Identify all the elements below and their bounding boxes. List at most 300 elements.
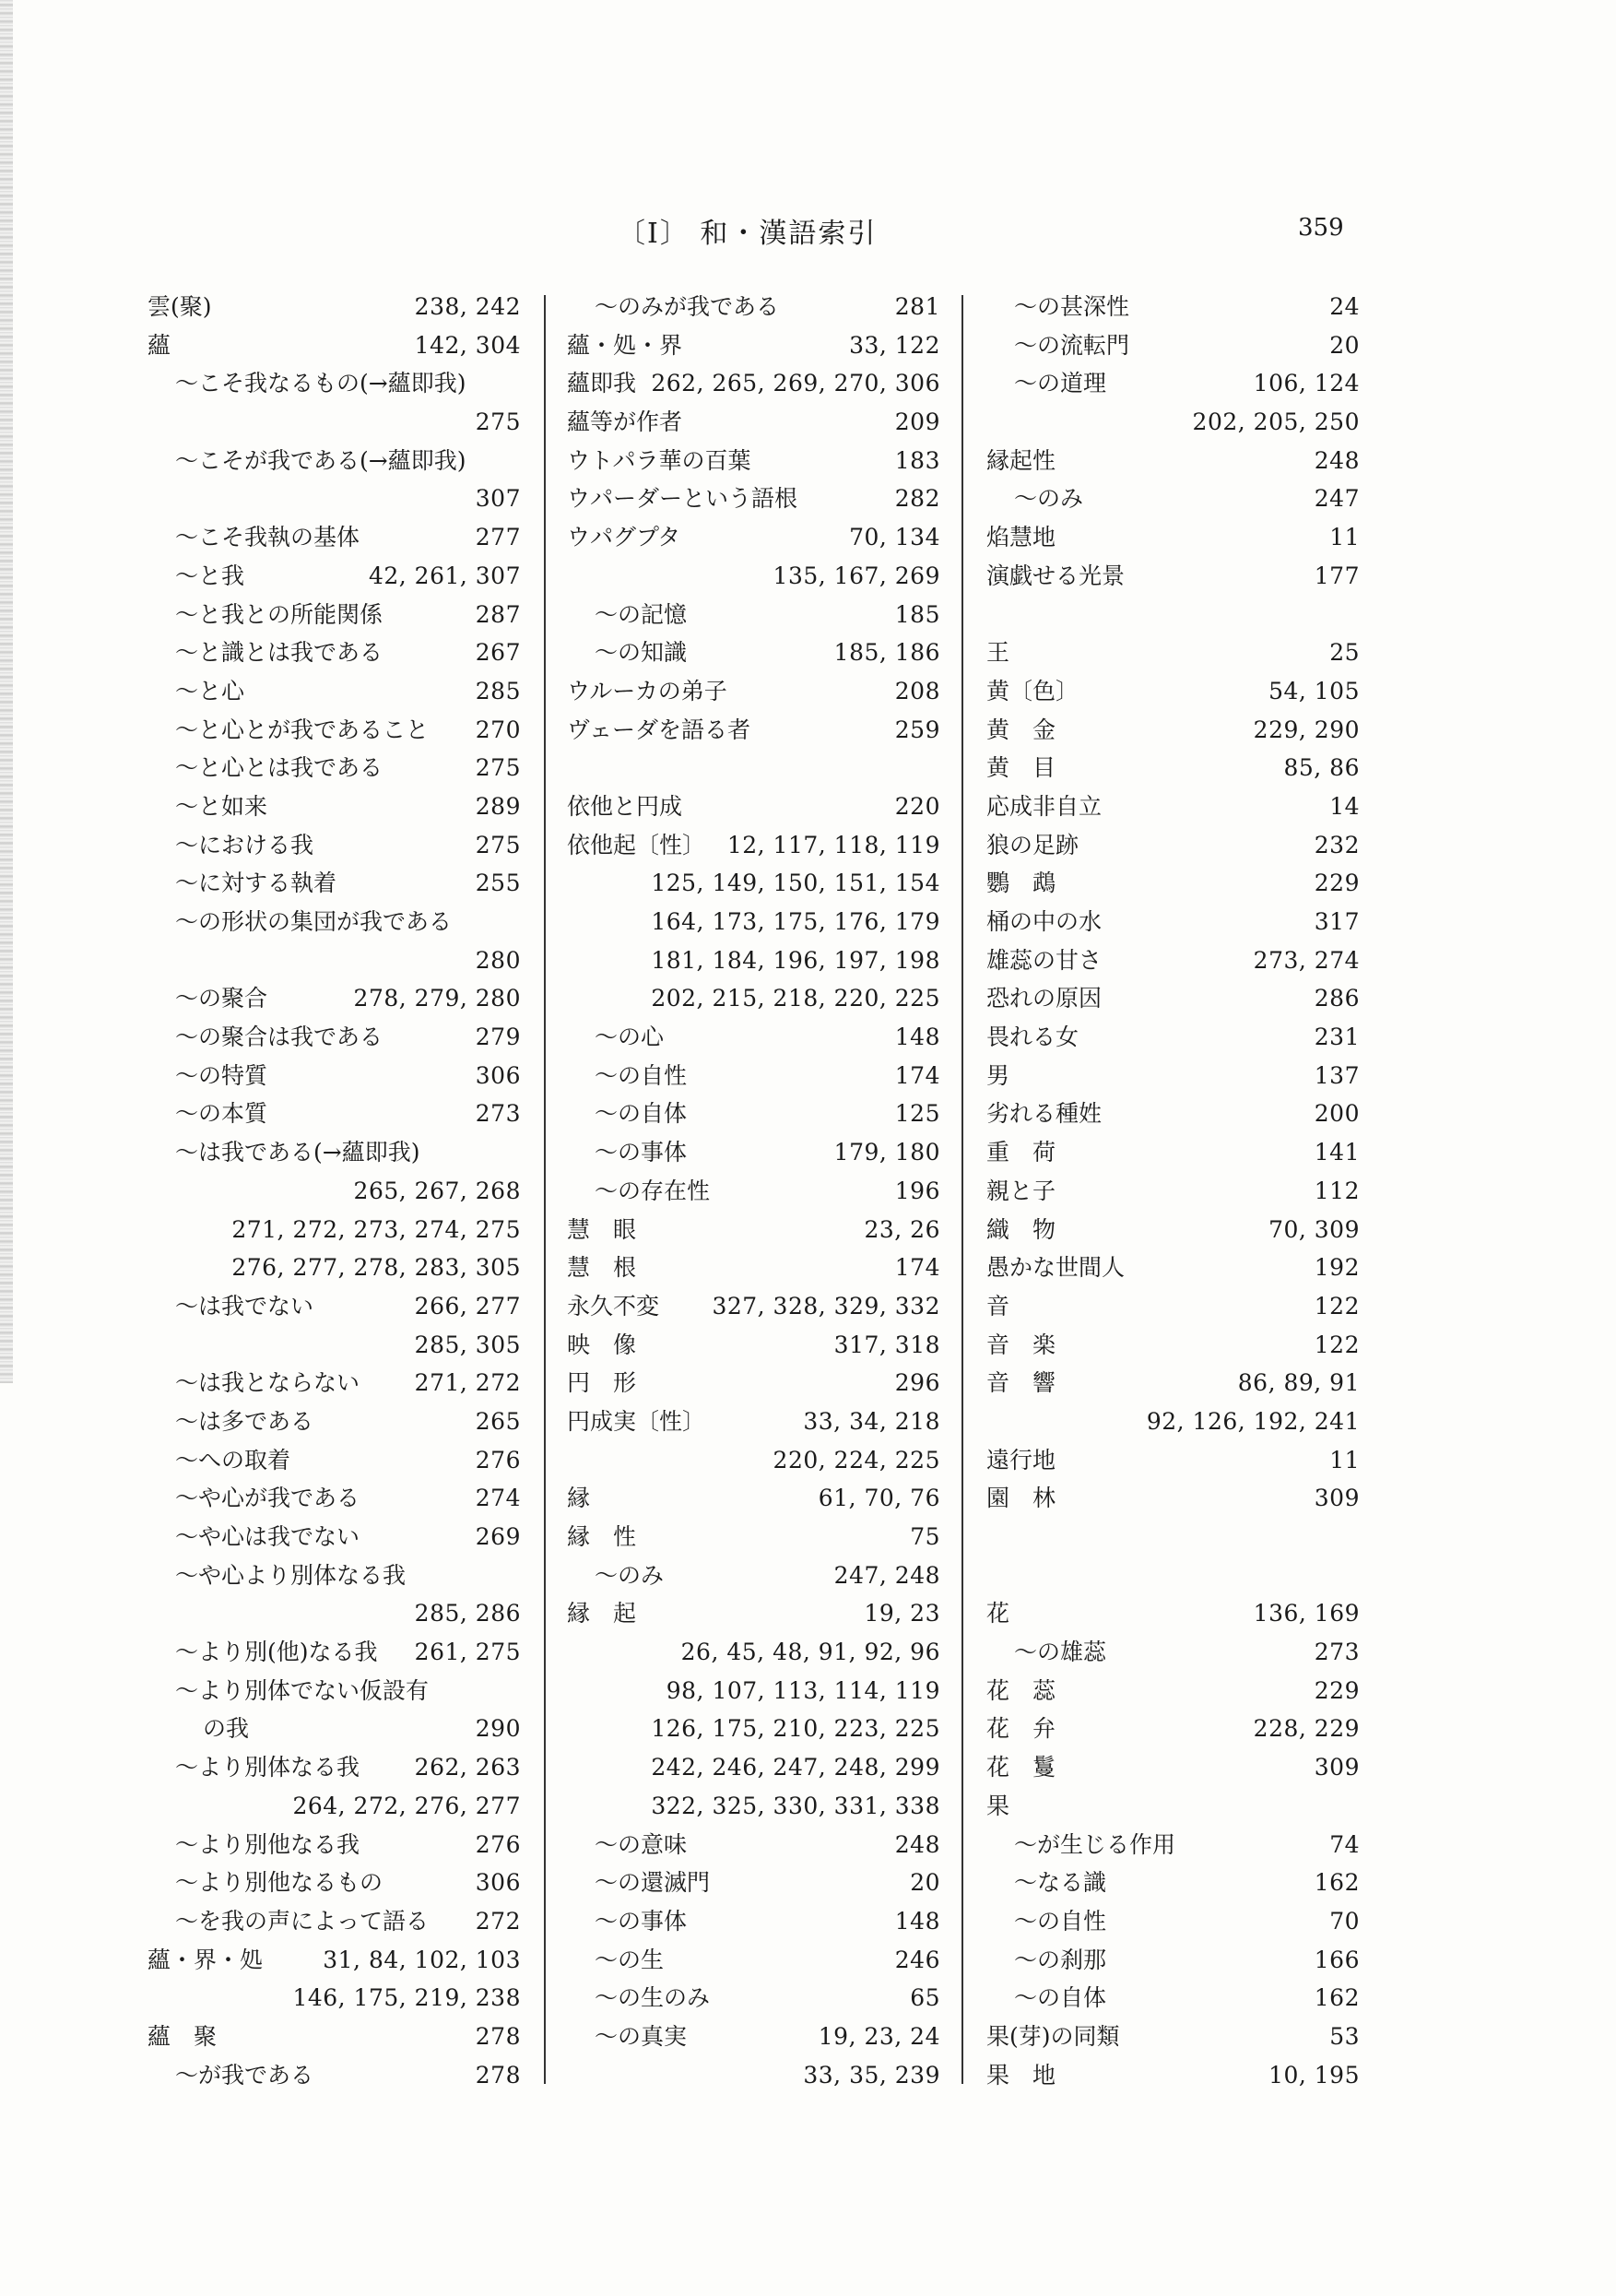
index-term: 映 像 [567,1331,637,1358]
index-pages: 33, 35, 239 [803,2061,940,2089]
index-term: 花 鬘 [986,1754,1056,1781]
index-term: 〜のみが我である [595,293,780,320]
index-term: 〜と心 [175,677,245,704]
index-pages: 306 [475,1061,521,1089]
index-entry [567,903,940,941]
index-pages: 248 [1314,446,1360,474]
index-term: 〜や心より別体なる我 [175,1561,407,1589]
index-entry [986,1133,1360,1172]
index-term: 〜の心 [595,1024,665,1051]
index-term: 遠行地 [986,1446,1056,1473]
index-entry [147,1902,521,1941]
index-entry [147,403,521,442]
index-pages: 327, 328, 329, 332 [712,1292,940,1320]
index-term: 〜と心とが我であること [175,716,430,743]
index-term: 〜の聚合は我である [175,1024,383,1051]
index-term: 〜における我 [175,831,314,858]
index-pages: 148 [894,1907,940,1935]
index-term: 果 [986,1792,1010,1819]
index-pages: 261, 275 [414,1639,521,1666]
index-pages: 285, 286 [414,1600,521,1627]
index-pages: 209 [894,408,940,436]
index-term: 王 [986,639,1010,667]
index-pages: 42, 261, 307 [368,562,521,589]
index-entry [567,1633,940,1672]
index-term: 愚かな世間人 [986,1254,1126,1282]
index-entry [986,1941,1360,1980]
index-pages: 262, 265, 269, 270, 306 [651,370,940,397]
column-divider [961,295,963,2084]
index-pages: 287 [475,600,521,628]
index-pages: 232 [1314,831,1360,858]
index-entry [147,864,521,903]
index-entry [986,1633,1360,1672]
index-term: 男 [986,1061,1010,1089]
index-entry [147,1594,521,1633]
index-term: ウパーダーという語根 [567,485,798,513]
index-pages: 271, 272 [414,1369,521,1397]
index-entry [147,787,521,826]
index-pages: 202, 215, 218, 220, 225 [651,985,940,1012]
index-entry [147,633,521,672]
index-term: 花 [986,1600,1010,1627]
index-pages: 279 [475,1024,521,1051]
index-pages: 274 [475,1485,521,1512]
index-term: 〜を我の声によって語る [175,1907,430,1935]
index-entry [986,1287,1360,1326]
index-pages: 148 [894,1024,940,1051]
index-pages: 229, 290 [1253,716,1360,743]
index-entry [147,479,521,518]
index-entry [147,1556,521,1595]
index-pages: 266, 277 [414,1292,521,1320]
index-entry [147,1402,521,1441]
index-pages: 273, 274 [1253,946,1360,974]
index-pages: 174 [894,1254,940,1282]
index-entry [986,1326,1360,1365]
index-entry [986,1787,1360,1826]
index-pages: 277 [475,524,521,551]
index-pages: 183 [894,446,940,474]
index-term: 〜のみ [1014,485,1084,513]
index-term: 音 [986,1292,1010,1320]
index-term: 果(芽)の同類 [986,2022,1120,2050]
index-entry [567,1326,940,1365]
index-pages: 146, 175, 219, 238 [292,1984,521,2012]
index-pages: 247 [1314,485,1360,513]
index-term: 雲(聚) [147,293,212,320]
index-entry [567,787,940,826]
index-entry [567,1556,940,1595]
index-entry [567,1287,940,1326]
index-entry [567,1402,940,1441]
index-pages: 112 [1314,1177,1360,1204]
index-pages: 85, 86 [1283,754,1360,782]
index-entry [567,1941,940,1980]
index-pages: 11 [1329,524,1360,551]
index-entry [147,711,521,750]
index-pages: 278, 279, 280 [353,985,521,1012]
index-term: 〜が生じる作用 [1014,1830,1176,1858]
index-pages: 70, 309 [1268,1215,1360,1243]
index-term: 蘊等が作者 [567,408,683,436]
index-entry [567,1979,940,2018]
index-term: 〜は我である(→蘊即我) [175,1139,420,1166]
index-pages: 278 [475,2022,521,2050]
page-number: 359 [1298,214,1344,242]
index-entry [147,2018,521,2056]
index-term: 応成非自立 [986,792,1103,820]
index-entry [567,442,940,480]
index-pages: 220 [894,792,940,820]
index-entry [986,2056,1360,2095]
index-entry [147,1979,521,2018]
index-term: 蘊即我 [567,370,637,397]
index-term: 〜の流転門 [1014,331,1130,359]
index-entry [567,288,940,326]
index-term: 劣れる種姓 [986,1100,1103,1128]
index-entry [986,1018,1360,1057]
index-pages: 162 [1314,1984,1360,2012]
index-term: 〜と如来 [175,792,268,820]
index-term: 〜の真実 [595,2022,688,2050]
index-pages: 307 [475,485,521,513]
index-entry [567,1057,940,1095]
index-pages: 142, 304 [414,331,521,359]
index-entry [986,1479,1360,1518]
index-pages: 202, 205, 250 [1192,408,1360,436]
index-entry [986,672,1360,711]
index-pages: 269 [475,1523,521,1550]
index-term: 〜こそ我なるもの(→蘊即我) [175,370,466,397]
index-pages: 181, 184, 196, 197, 198 [651,946,940,974]
index-term: 依他起〔性〕 [567,831,706,858]
index-pages: 231 [1314,1024,1360,1051]
index-pages: 289 [475,792,521,820]
index-entry [147,1787,521,1826]
index-term: 〜の道理 [1014,370,1107,397]
index-pages: 23, 26 [864,1215,940,1243]
index-term: 花 弁 [986,1715,1056,1743]
index-entry [986,1864,1360,1902]
index-pages: 265 [475,1407,521,1435]
index-term: 〜より別他なるもの [175,1869,383,1897]
index-pages: 25 [1329,639,1360,667]
index-term: 縁 起 [567,1600,637,1627]
index-entry [147,1441,521,1480]
index-term: 果 地 [986,2061,1056,2089]
index-term: 狼の足跡 [986,831,1079,858]
index-entry [986,403,1360,442]
index-entry [147,1249,521,1287]
index-pages: 122 [1314,1292,1360,1320]
index-pages: 12, 117, 118, 119 [726,831,940,858]
index-pages: 271, 272, 273, 274, 275 [231,1215,521,1243]
index-pages: 185, 186 [833,639,940,667]
index-term: 〜より別(他)なる我 [175,1639,378,1666]
index-entry [147,1364,521,1402]
index-entry [567,403,940,442]
index-pages: 185 [894,600,940,628]
page-title: 〔I〕 和・漢語索引 [618,218,878,250]
index-term: 〜への取着 [175,1446,291,1473]
index-pages: 276 [475,1446,521,1473]
index-pages: 242, 246, 247, 248, 299 [651,1754,940,1781]
index-pages: 238, 242 [414,293,521,320]
index-term: 〜より別体なる我 [175,1754,360,1781]
index-pages: 276 [475,1830,521,1858]
index-entry [567,1902,940,1941]
index-entry [986,1211,1360,1249]
index-term: 〜や心が我である [175,1485,360,1512]
index-pages: 285 [475,677,521,704]
index-term: ウパグプタ [567,524,681,551]
index-term: 〜や心は我でない [175,1523,360,1550]
index-entry [147,1133,521,1172]
index-pages: 192 [1314,1254,1360,1282]
index-term: 花 蕊 [986,1676,1056,1704]
index-entry [567,672,940,711]
index-term: 〜より別体でない仮設有 [175,1676,430,1704]
index-term: 恐れの原因 [986,985,1103,1012]
index-entry [567,1748,940,1787]
index-entry [986,1402,1360,1441]
index-entry [986,633,1360,672]
index-entry [986,826,1360,865]
index-term: 織 物 [986,1215,1056,1243]
index-entry [147,1748,521,1787]
index-pages: 162 [1314,1869,1360,1897]
index-entry [147,2056,521,2095]
index-term: 〜の甚深性 [1014,293,1130,320]
index-pages: 267 [475,639,521,667]
index-entry [567,864,940,903]
index-term: 〜の自性 [595,1061,688,1089]
index-term: 〜の本質 [175,1100,268,1128]
index-entry [567,1249,940,1287]
index-pages: 276, 277, 278, 283, 305 [231,1254,521,1282]
index-entry [986,903,1360,941]
index-term: 〜の自体 [1014,1984,1107,2012]
index-entry [147,672,521,711]
index-term: 音 楽 [986,1331,1056,1358]
index-term: 〜は多である [175,1407,314,1435]
index-term: 円成実〔性〕 [567,1407,706,1435]
index-term: 〜の自体 [595,1100,688,1128]
index-term: 縁起性 [986,446,1056,474]
index-entry [986,1826,1360,1864]
index-entry [567,711,940,750]
index-column-1 [147,288,521,2094]
index-term: 〜の刹那 [1014,1946,1107,1973]
index-term: 〜の存在性 [595,1177,711,1204]
index-entry [986,749,1360,787]
index-entry [147,1172,521,1211]
index-entry [986,711,1360,750]
index-term: 演戯せる光景 [986,562,1126,589]
index-entry [147,1287,521,1326]
index-pages: 179, 180 [833,1139,940,1166]
index-pages: 14 [1329,792,1360,820]
index-pages: 286 [1314,985,1360,1012]
index-entry [147,1095,521,1133]
index-term: 〜の意味 [595,1830,688,1858]
column-divider [544,295,546,2084]
index-pages: 272 [475,1907,521,1935]
index-pages: 275 [475,831,521,858]
index-pages: 273 [1314,1639,1360,1666]
index-entry [567,1133,940,1172]
index-pages: 20 [910,1869,940,1897]
index-entry [567,326,940,365]
index-pages: 275 [475,408,521,436]
index-pages: 196 [894,1177,940,1204]
index-entry [567,1864,940,1902]
index-pages: 106, 124 [1253,370,1360,397]
index-pages: 141 [1314,1139,1360,1166]
index-pages: 322, 325, 330, 331, 338 [651,1792,940,1819]
index-term: 〜の雄蕊 [1014,1639,1107,1666]
index-term: 〜に対する執着 [175,870,337,897]
index-term: 〜の特質 [175,1061,268,1089]
index-entry [567,596,940,634]
index-term: 親と子 [986,1177,1056,1204]
index-pages: 54, 105 [1268,677,1360,704]
index-pages: 61, 70, 76 [818,1485,940,1512]
index-entry [567,1172,940,1211]
index-term: ウトパラ華の百葉 [567,446,751,474]
index-pages: 247, 248 [833,1561,940,1589]
index-pages: 10, 195 [1268,2061,1360,2089]
index-pages: 309 [1314,1754,1360,1781]
index-pages: 75 [910,1523,940,1550]
index-entry [567,941,940,980]
index-entry [147,1672,521,1710]
index-entry [147,1326,521,1365]
index-term: 〜のみ [595,1561,665,1589]
index-entry [567,1710,940,1748]
index-entry [147,364,521,403]
index-entry [567,633,940,672]
scan-edge-artifact [0,0,13,1383]
index-entry [147,288,521,326]
index-pages: 33, 34, 218 [803,1407,940,1435]
index-entry [986,979,1360,1018]
index-term: 〜と我 [175,562,245,589]
index-term: 鸚 鵡 [986,870,1056,897]
index-entry [147,1826,521,1864]
index-pages: 200 [1314,1100,1360,1128]
index-pages: 264, 272, 276, 277 [292,1792,521,1819]
index-term: 焰慧地 [986,524,1056,551]
index-pages: 65 [910,1984,940,2012]
index-pages: 86, 89, 91 [1237,1369,1360,1397]
index-entry [986,1556,1360,1595]
index-term: 園 林 [986,1485,1056,1512]
index-pages: 255 [475,870,521,897]
index-pages: 208 [894,677,940,704]
index-term: 〜と識とは我である [175,639,383,667]
index-entry [147,1633,521,1672]
index-entry [147,442,521,480]
index-entry [567,1826,940,1864]
index-term: 〜の知識 [595,639,688,667]
index-term: 〜の自性 [1014,1907,1107,1935]
index-entry [567,1479,940,1518]
index-term: 慧 眼 [567,1215,637,1243]
index-term: 〜こそ我執の基体 [175,524,360,551]
index-pages: 19, 23, 24 [818,2022,940,2050]
index-pages: 281 [894,293,940,320]
index-entry [986,479,1360,518]
index-entry [567,557,940,596]
index-term: 依他と円成 [567,792,683,820]
index-pages: 11 [1329,1446,1360,1473]
index-term: 〜の事体 [595,1139,688,1166]
index-term: 〜なる識 [1014,1869,1107,1897]
index-pages: 136, 169 [1253,1600,1360,1627]
index-term: 桶の中の水 [986,908,1103,935]
index-term: 黄〔色〕 [986,677,1079,704]
index-term: 永久不変 [567,1292,660,1320]
index-pages: 166 [1314,1946,1360,1973]
index-term: 蘊・界・処 [147,1946,264,1973]
index-pages: 164, 173, 175, 176, 179 [651,908,940,935]
index-entry [986,864,1360,903]
index-entry [147,1479,521,1518]
index-pages: 20 [1329,331,1360,359]
index-pages: 177 [1314,562,1360,589]
index-pages: 33, 122 [849,331,940,359]
index-entry [986,941,1360,980]
index-entry [986,1172,1360,1211]
index-term: 黄 目 [986,754,1056,782]
index-term: の我 [203,1715,250,1743]
index-entry [567,1211,940,1249]
index-term: 縁 性 [567,1523,637,1550]
index-term: ウルーカの弟子 [567,677,727,704]
index-entry [986,1748,1360,1787]
index-entry [986,1594,1360,1633]
index-pages: 290 [475,1715,521,1743]
index-pages: 122 [1314,1331,1360,1358]
index-entry [147,903,521,941]
index-term: 雄蕊の甘さ [986,946,1103,974]
index-pages: 296 [894,1369,940,1397]
index-entry [147,1018,521,1057]
index-term: 〜が我である [175,2061,314,2089]
index-pages: 137 [1314,1061,1360,1089]
index-pages: 74 [1329,1830,1360,1858]
index-entry [147,1057,521,1095]
index-pages: 70, 134 [849,524,940,551]
index-entry [147,1864,521,1902]
index-pages: 273 [475,1100,521,1128]
index-term: 〜と我との所能関係 [175,600,383,628]
index-entry [986,596,1360,634]
index-entry [147,1941,521,1980]
index-term: 慧 根 [567,1254,637,1282]
index-entry [986,1672,1360,1710]
index-entry [986,288,1360,326]
index-pages: 98, 107, 113, 114, 119 [666,1676,940,1704]
index-term: 畏れる女 [986,1024,1079,1051]
index-entry [567,364,940,403]
index-entry [567,1518,940,1556]
index-pages: 126, 175, 210, 223, 225 [651,1715,940,1743]
index-term: 円 形 [567,1369,637,1397]
index-entry [567,1018,940,1057]
